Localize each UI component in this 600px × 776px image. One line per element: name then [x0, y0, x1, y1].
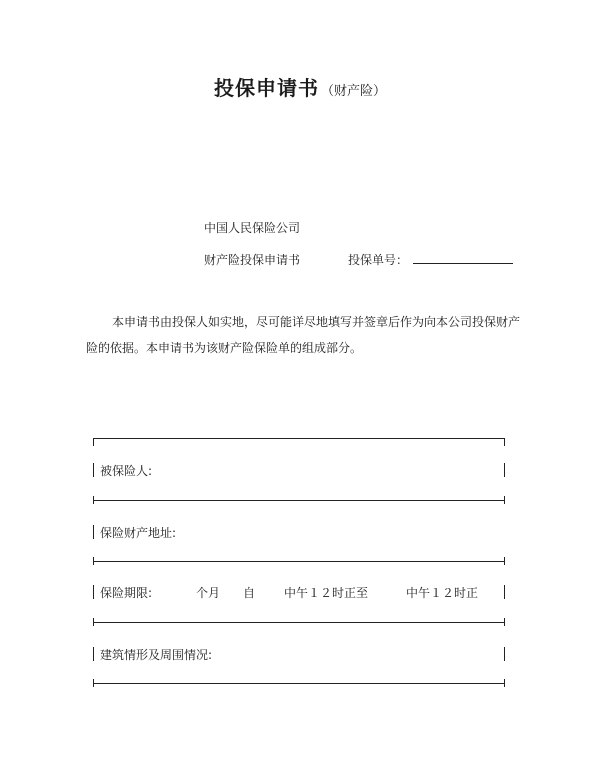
insured-label: 被保险人: — [100, 464, 153, 478]
policy-number-field[interactable] — [413, 263, 513, 264]
row-building-right-bar — [504, 647, 505, 661]
insurance-period-label: 保险期限: — [100, 586, 153, 600]
rule-tick-right — [504, 618, 505, 626]
table-top-rule — [93, 438, 505, 439]
rule-tick-left — [93, 557, 94, 565]
building-surroundings-label: 建筑情形及周围情况: — [100, 648, 213, 662]
period-months-text: 个月 — [196, 586, 221, 600]
policy-number-label: 投保单号： — [348, 253, 409, 267]
row-address-rule[interactable] — [93, 561, 505, 562]
table-corner-right — [504, 438, 505, 446]
table-corner-left — [93, 438, 94, 446]
period-from-text: 自 — [243, 586, 256, 600]
rule-tick-right — [504, 496, 505, 504]
row-building-left-bar — [93, 647, 94, 661]
rule-tick-right — [504, 679, 505, 687]
row-building-rule[interactable] — [93, 683, 505, 684]
period-noon-to-text: 中午１２时正至 — [284, 586, 369, 600]
row-insured-right-bar — [504, 463, 505, 477]
document-title — [0, 72, 600, 101]
rule-tick-left — [93, 679, 94, 687]
title-main: 投保申请书 — [213, 76, 319, 100]
row-period-rule[interactable] — [93, 622, 505, 623]
rule-tick-left — [93, 618, 94, 626]
rule-tick-left — [93, 496, 94, 504]
rule-tick-right — [504, 557, 505, 565]
company-name: 中国人民保险公司 — [204, 221, 301, 235]
row-period-left-bar — [93, 585, 94, 599]
row-period-right-bar — [504, 585, 505, 599]
property-address-label: 保险财产地址: — [100, 526, 177, 540]
row-insured-left-bar — [93, 463, 94, 477]
title-subtitle: （财产险） — [320, 84, 386, 99]
form-name: 财产险投保申请书 — [204, 253, 301, 267]
period-noon-end-text: 中午１２时正 — [406, 586, 479, 600]
row-insured-rule[interactable] — [93, 500, 505, 501]
statement-paragraph: 本申请书由投保人如实地，尽可能详尽地填写并签章后作为向本公司投保财产险的依据。本申请书为该财产险保险单的组成部分。 — [86, 315, 521, 355]
row-address-left-bar — [93, 525, 94, 539]
